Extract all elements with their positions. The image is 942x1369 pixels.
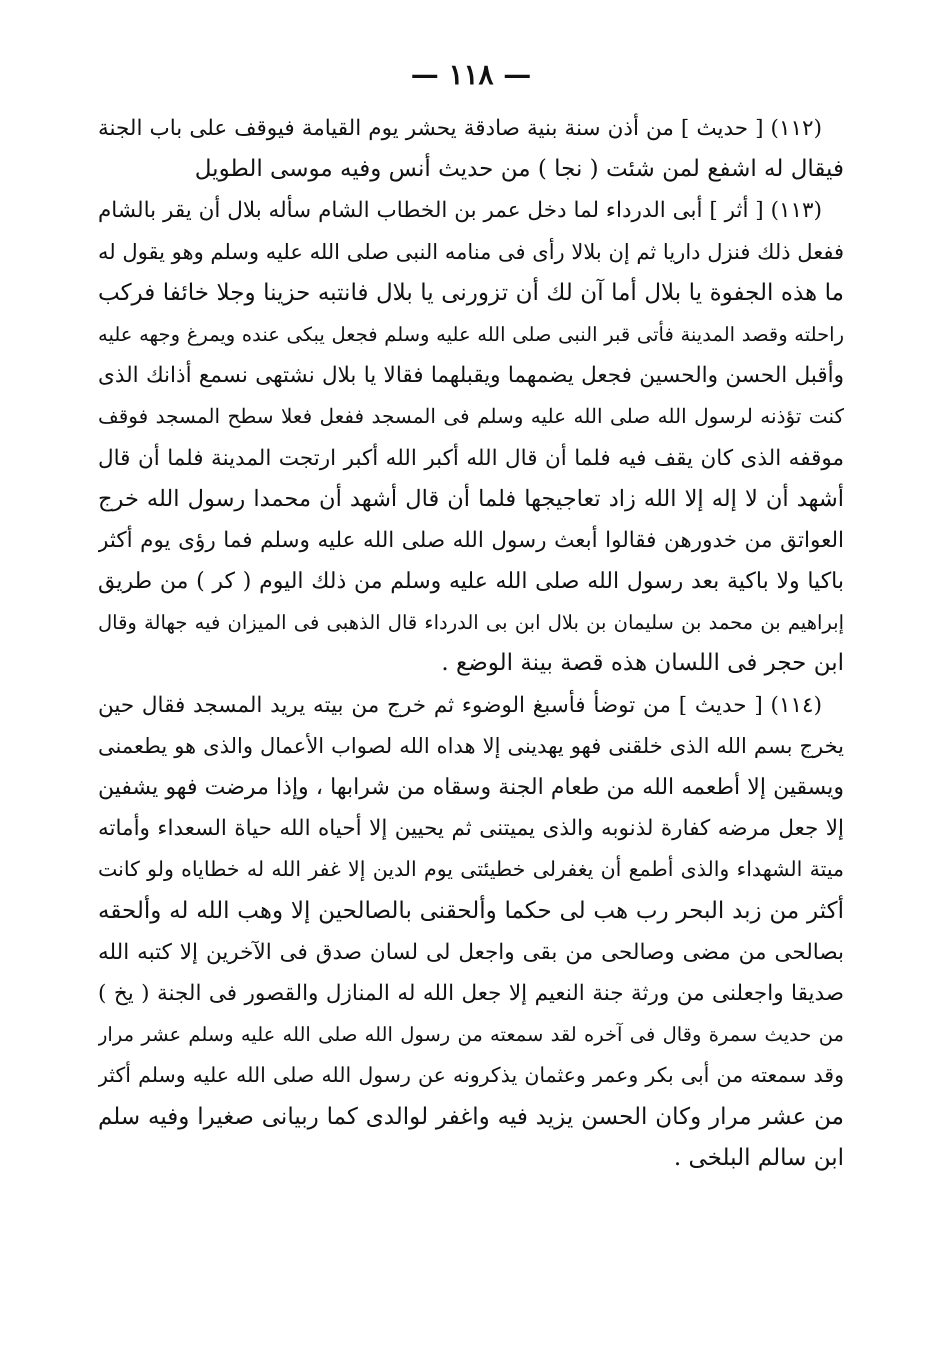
text-body bbox=[98, 108, 844, 1179]
text-line: وقد سمعته من أبى بكر وعمر وعثمان يذكرونه عن رسول الله صلى الله عليه وسلم أكثر bbox=[98, 1063, 844, 1088]
text-line: يخرج بسم الله الذى خلقنى فهو يهدينى إلا هداه الله لصواب الأعمال والذى هو يطعمنى bbox=[98, 733, 844, 758]
text-line: ميتة الشهداء والذى أطمع أن يغفرلى خطيئتى يوم الدين إلا غفر الله له خطاياه ولو كانت bbox=[98, 857, 844, 882]
text-line: العواتق من خدورهن فقالوا أبعث رسول الله صلى الله عليه وسلم فما رؤى يوم أكثر bbox=[98, 527, 844, 553]
text-line: راحلته وقصد المدينة فأتى قبر النبى صلى الله عليه وسلم فجعل يبكى عنده ويمرغ وجهه عليه bbox=[98, 322, 844, 346]
text-line: من عشر مرار وكان الحسن يزيد فيه واغفر لوالدى كما ربيانى صغيرا وفيه سلم bbox=[98, 1103, 844, 1130]
text-line: كنت تؤذنه لرسول الله صلى الله عليه وسلم فى المسجد ففعل فعلا سطح المسجد فوقف bbox=[98, 404, 844, 429]
text-line: باكيا ولا باكية بعد رسول الله صلى الله عليه وسلم من ذلك اليوم ( كر ) من طريق bbox=[98, 569, 844, 595]
text-line: ما هذه الجفوة يا بلال أما آن لك أن تزورنى يا بلال فانتبه حزينا وجلا خائفا فركب bbox=[98, 279, 844, 306]
page-number: — ١١٨ — bbox=[410, 58, 532, 91]
text-line: صديقا واجعلنى من ورثة جنة النعيم إلا جعل الله له المنازل والقصور فى الجنة ( يخ ) bbox=[98, 980, 844, 1006]
text-line: أكثر من زبد البحر رب هب لى حكما وألحقنى بالصالحين إلا وهب الله له وألحقه bbox=[98, 897, 844, 924]
text-line: بصالحى من مضى وصالحى من بقى واجعل لى لسان صدق فى الآخرين إلا كتبه الله bbox=[98, 939, 844, 965]
text-line: ابن سالم البلخى . bbox=[673, 1144, 844, 1171]
text-line: إبراهيم بن محمد بن سليمان بن بلال ابن بى الدرداء قال الذهبى فى الميزان فيه جهالة وقال bbox=[98, 611, 844, 635]
text-line: (١١٢) [ حديث ] من أذن سنة بنية صادقة يحشر يوم القيامة فيوقف على باب الجنة bbox=[98, 116, 822, 141]
text-line: إلا جعل مرضه كفارة لذنوبه والذى يميتنى ثم يحيين إلا أحياه الله حياة السعداء وأماته bbox=[98, 816, 844, 842]
text-line: (١١٣) [ أثر ] أبى الدرداء لما دخل عمر بن الخطاب الشام سأله بلال أن يقر بالشام bbox=[98, 198, 822, 224]
text-line: وأقبل الحسن والحسين فجعل يضمهما ويقبلهما فقالا يا بلال نشتهى نسمع أذانك الذى bbox=[98, 363, 844, 389]
text-line: ففعل ذلك فنزل داريا ثم إن بلالا رأى فى منامه النبى صلى الله عليه وسلم وهو يقول له bbox=[98, 239, 844, 264]
text-line: (١١٤) [ حديث ] من توضأ فأسبغ الوضوء ثم خرج من بيته يريد المسجد فقال حين bbox=[98, 692, 822, 718]
text-line: ابن حجر فى اللسان هذه قصة بينة الوضع . bbox=[441, 650, 844, 677]
text-line: أشهد أن لا إله إلا الله زاد تعاجيجها فلما أن قال أشهد أن محمدا رسول الله خرج bbox=[98, 485, 844, 512]
text-line: ويسقين إلا أطعمه الله من طعام الجنة وسقاه من شرابها ، وإذا مرضت فهو يشفين bbox=[98, 775, 844, 800]
text-line: موقفه الذى كان يقف فيه فلما أن قال الله أكبر الله أكبر ارتجت المدينة فلما أن قال bbox=[98, 445, 844, 471]
text-line: من حديث سمرة وقال فى آخره لقد سمعته من رسول الله صلى الله عليه وسلم عشر مرار bbox=[98, 1023, 844, 1047]
text-line: فيقال له اشفع لمن شئت ( نجا ) من حديث أنس وفيه موسى الطويل bbox=[194, 156, 844, 183]
